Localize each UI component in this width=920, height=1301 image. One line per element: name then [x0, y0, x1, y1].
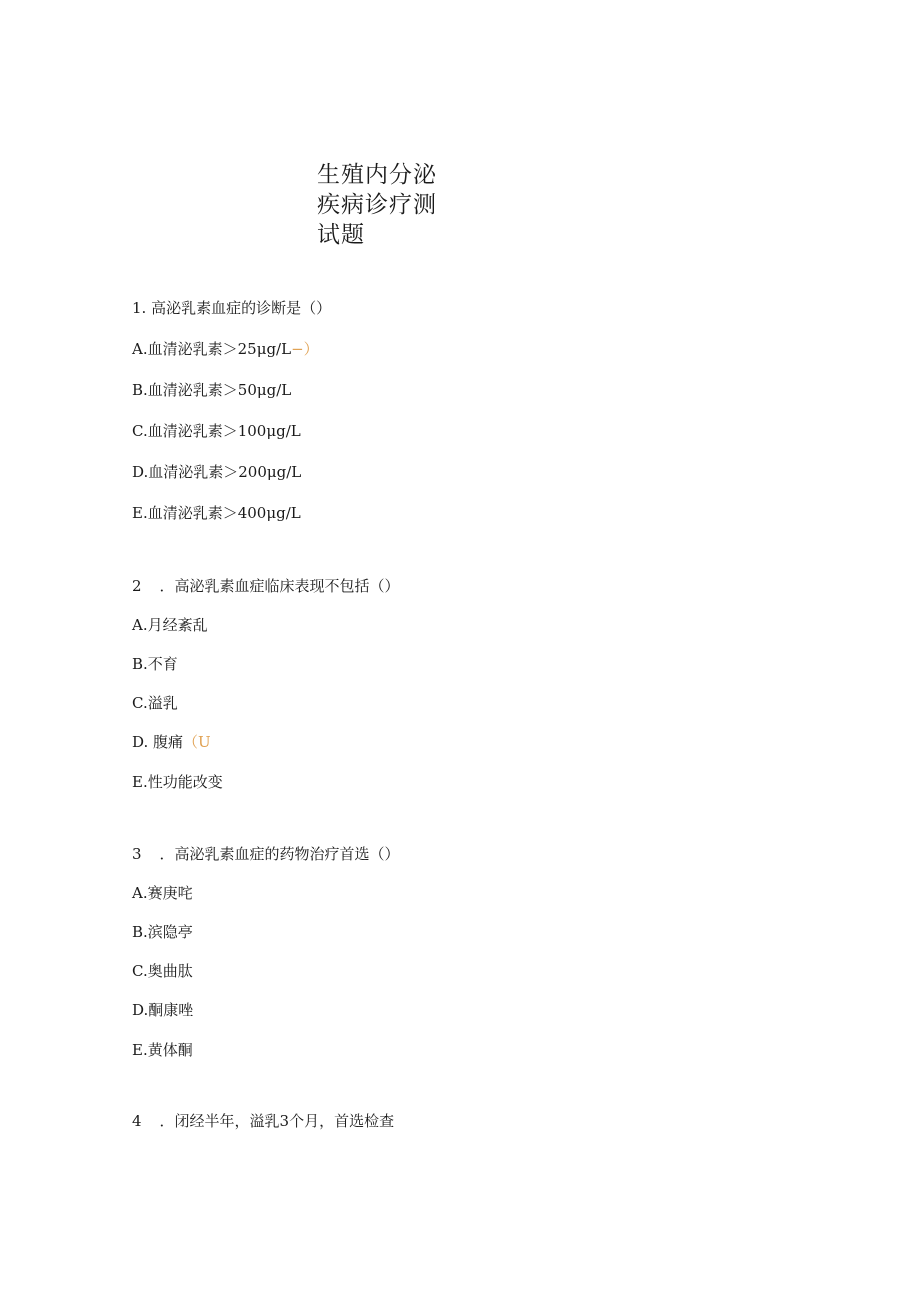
page-title [317, 160, 447, 250]
option-label: E. [132, 504, 148, 522]
title-line-2: 疾病诊疗测 [317, 192, 437, 218]
option-text: 血清泌乳素＞25μg∕L [147, 340, 292, 358]
question-number: 2 [132, 577, 142, 595]
option-text: 酮康唑 [148, 1001, 194, 1019]
option-annotation-mark: −） [291, 340, 319, 358]
question-text: ．闭经半年，溢乳3个月，首选检查 [159, 1112, 395, 1130]
question-text: ．高泌乳素血症的药物治疗首选（） [159, 845, 400, 863]
option-label: C. [132, 422, 148, 440]
option-text: 腹痛 [148, 733, 184, 751]
option-text: 不育 [147, 655, 178, 673]
title-line-3: 试题 [317, 222, 365, 248]
option-text: 血清泌乳素＞50μg∕L [147, 381, 292, 399]
question-1-option-c [132, 421, 301, 441]
option-label: D. [132, 733, 149, 751]
option-text: 滨隐亭 [147, 923, 193, 941]
question-3-option-a [132, 883, 193, 903]
question-4-stem [132, 1111, 394, 1131]
option-label: A. [132, 340, 148, 358]
option-label: B. [132, 655, 148, 673]
option-label: E. [132, 773, 148, 791]
question-text: 高泌乳素血症的诊断是（） [151, 299, 332, 317]
option-label: A. [132, 884, 148, 902]
option-text: 血清泌乳素＞400μg∕L [147, 504, 301, 522]
question-2-option-d [132, 732, 211, 752]
question-3-stem [132, 844, 400, 864]
option-label: A. [132, 616, 148, 634]
question-2-stem [132, 576, 400, 596]
question-number: 1. [132, 299, 147, 317]
question-3-option-d [132, 1000, 193, 1020]
option-label: E. [132, 1041, 148, 1059]
question-number: 3 [132, 845, 142, 863]
option-label: B. [132, 381, 148, 399]
option-annotation-mark: （U [183, 733, 211, 751]
question-2-option-b [132, 654, 178, 674]
option-text: 黄体酮 [147, 1041, 193, 1059]
option-label: D. [132, 463, 149, 481]
option-label: D. [132, 1001, 149, 1019]
option-text: 血清泌乳素＞200μg∕L [148, 463, 302, 481]
question-1-option-d [132, 462, 301, 482]
option-text: 血清泌乳素＞100μg∕L [147, 422, 301, 440]
question-1-option-b [132, 380, 291, 400]
option-text: 溢乳 [147, 694, 178, 712]
question-2-option-c [132, 693, 178, 713]
question-1-option-a [132, 339, 319, 359]
question-1-stem [132, 298, 331, 318]
question-2-option-e [132, 772, 223, 792]
title-line-1: 生殖内分泌 [317, 162, 437, 188]
option-text: 月经紊乱 [147, 616, 208, 634]
question-3-option-c [132, 961, 193, 981]
question-3-option-b [132, 922, 193, 942]
option-text: 奥曲肽 [147, 962, 193, 980]
option-label: C. [132, 694, 148, 712]
question-text: ．高泌乳素血症临床表现不包括（） [159, 577, 400, 595]
option-label: C. [132, 962, 148, 980]
option-label: B. [132, 923, 148, 941]
question-number: 4 [132, 1112, 142, 1130]
question-3-option-e [132, 1040, 193, 1060]
option-text: 性功能改变 [147, 773, 223, 791]
question-1-option-e [132, 503, 301, 523]
option-text: 赛庚咤 [147, 884, 193, 902]
question-2-option-a [132, 615, 208, 635]
